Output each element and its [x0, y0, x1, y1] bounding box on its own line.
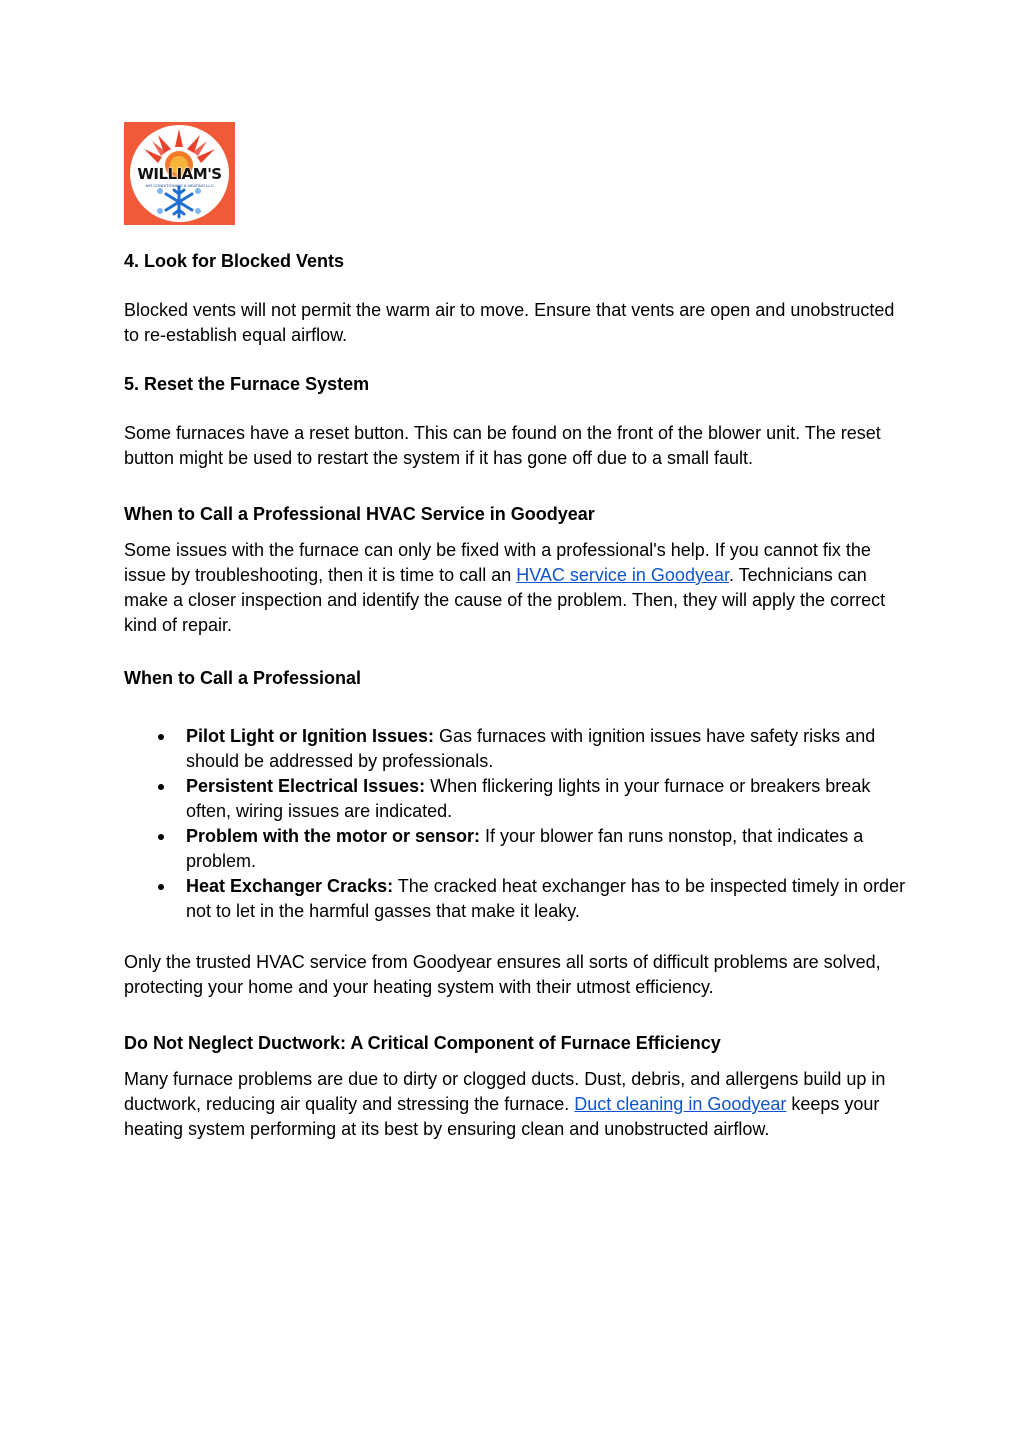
list-item-text: If your blower fan runs nonstop, that indicates a problem. — [186, 826, 864, 871]
list-item-label: Problem with the motor or sensor: — [186, 826, 481, 846]
section-heading-ductwork: Do Not Neglect Ductwork: A Critical Component of Furnace Efficiency — [124, 1033, 721, 1053]
paragraph-blocked-vents: Blocked vents will not permit the warm air to move. Ensure that vents are open and unobstructed to re-establish equal airflow. — [124, 300, 895, 345]
bullet-icon — [158, 784, 164, 790]
list-item-text: The cracked heat exchanger has to be inspected timely in order not to let in the harmful gasses that make it leaky. — [186, 876, 906, 921]
logo-circle — [130, 125, 229, 222]
section-heading-reset-furnace: 5. Reset the Furnace System — [124, 374, 370, 394]
section-heading-professional-hvac: When to Call a Professional HVAC Service in Goodyear — [124, 504, 595, 524]
paragraph-text: Some issues with the furnace can only be fixed with a professional's help. If you cannot fix the issue by troubleshooting, then it is time to call an — [124, 540, 871, 585]
professional-issues-list — [124, 724, 914, 924]
duct-cleaning-link[interactable]: Duct cleaning in Goodyear — [574, 1094, 787, 1114]
list-item-label: Heat Exchanger Cracks: — [186, 876, 394, 896]
paragraph-text: Many furnace problems are due to dirty or clogged ducts. Dust, debris, and allergens build up in ductwork, reducing air quality and stressing the furnace. — [124, 1069, 886, 1114]
paragraph-text: keeps your heating system performing at its best by ensuring clean and unobstructed airflow. — [124, 1094, 880, 1139]
paragraph-ductwork — [124, 1067, 914, 1142]
list-item — [124, 824, 914, 874]
list-item — [124, 874, 914, 924]
paragraph-reset-furnace: Some furnaces have a reset button. This can be found on the front of the blower unit. The reset button might be used to restart the system if it has gone off due to a small fault. — [124, 423, 881, 468]
section-heading-blocked-vents: 4. Look for Blocked Vents — [124, 251, 345, 271]
company-logo — [124, 122, 235, 225]
paragraph-text: . Technicians can make a closer inspection and identify the cause of the problem. Then, they will apply the correct kind of repair. — [124, 565, 886, 635]
bullet-icon — [158, 884, 164, 890]
bullet-icon — [158, 834, 164, 840]
list-item-text: When flickering lights in your furnace or breakers break often, wiring issues are indicated. — [186, 776, 871, 821]
section-heading-when-to-call: When to Call a Professional — [124, 668, 362, 688]
bullet-icon — [158, 734, 164, 740]
list-item-label: Persistent Electrical Issues: — [186, 776, 426, 796]
hvac-service-link[interactable]: HVAC service in Goodyear — [516, 565, 729, 585]
paragraph-trusted-service: Only the trusted HVAC service from Goodyear ensures all sorts of difficult problems are solved, protecting your home and your heating system with their utmost efficiency. — [124, 952, 881, 997]
list-item-text: Gas furnaces with ignition issues have safety risks and should be addressed by professionals. — [186, 726, 876, 771]
paragraph-professional-hvac — [124, 538, 914, 638]
logo-tagline: AIR CONDITIONING & HEATING LLC — [145, 183, 214, 188]
logo-brand-name: WILLIAM'S — [137, 165, 222, 183]
list-item — [124, 724, 914, 774]
list-item — [124, 774, 914, 824]
list-item-label: Pilot Light or Ignition Issues: — [186, 726, 434, 746]
